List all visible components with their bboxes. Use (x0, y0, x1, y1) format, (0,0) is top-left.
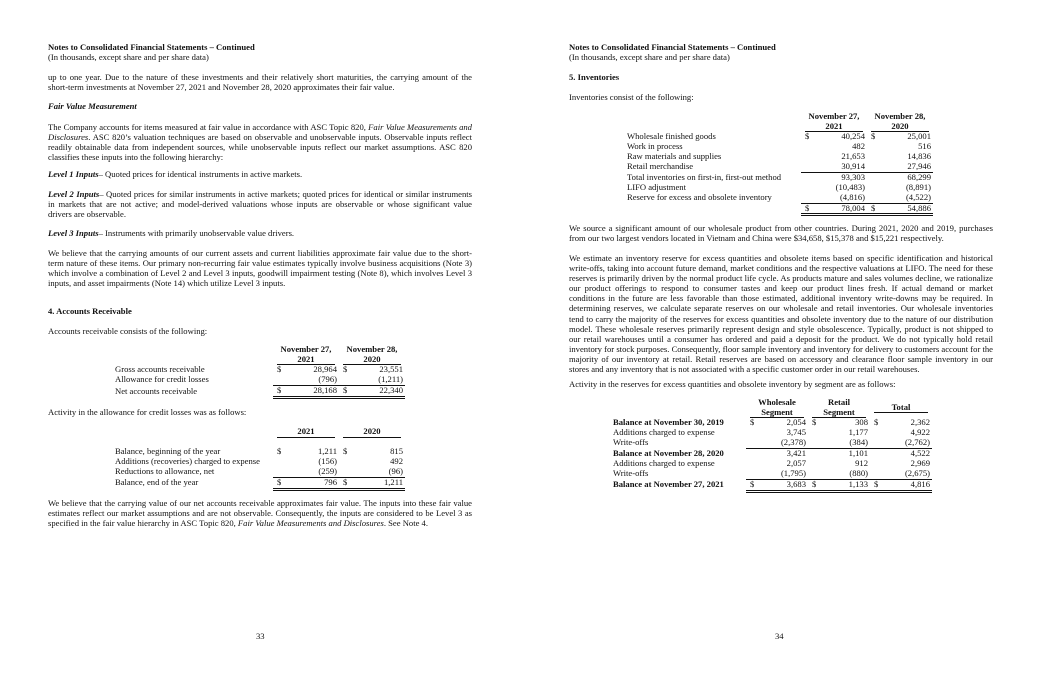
currency-symbol: $ (339, 477, 353, 489)
cell-value: (796) (287, 375, 339, 385)
row-label: Retail merchandise (627, 161, 694, 172)
table-header-row (613, 398, 932, 418)
row-label: Balance, beginning of the year (115, 446, 221, 456)
cell-value: (10,483) (835, 181, 865, 192)
row-label (627, 203, 801, 215)
currency-symbol (273, 467, 287, 477)
currency-symbol (339, 457, 353, 467)
cell-value: 815 (390, 446, 403, 456)
cell-value: 40,254 (841, 131, 865, 142)
currency-symbol (801, 172, 815, 182)
text: – Instruments with primarily unobservable value drivers. (98, 228, 295, 238)
row-label: Allowance for credit losses (115, 374, 209, 385)
column-header (801, 112, 867, 132)
cell-value: (4,816) (815, 193, 867, 203)
table-row (115, 467, 405, 477)
currency-symbol (808, 448, 820, 458)
right-header-subtitle: (In thousands, except share and per share data) (569, 52, 730, 62)
level-label: Level 3 Inputs (48, 228, 99, 238)
accounts-receivable-intro: Accounts receivable consists of the following: (48, 326, 208, 336)
column-header (808, 398, 870, 418)
page-number: 33 (256, 631, 265, 641)
table-row (115, 375, 405, 385)
currency-symbol: $ (808, 479, 820, 491)
text: – Quoted prices for identical instruments in active markets. (98, 169, 303, 179)
column-header-text: November 28, 2020 (343, 345, 401, 365)
currency-symbol (273, 457, 287, 467)
currency-symbol: $ (746, 479, 758, 491)
row-label: Raw materials and supplies (627, 151, 722, 161)
row-label: Reductions to allowance, net (115, 466, 215, 477)
text: . See Note 4. (383, 518, 428, 529)
page-number: 34 (775, 631, 784, 641)
currency-symbol (867, 162, 881, 172)
level1-paragraph (48, 169, 472, 179)
currency-symbol (746, 459, 758, 469)
currency-symbol: $ (801, 203, 815, 215)
italic-reference: Fair Value Measurements and Disclosures (48, 122, 472, 143)
column-header-text: November 28, 2020 (871, 112, 929, 132)
row-label: Balance at November 27, 2021 (613, 479, 724, 490)
cell-value: 482 (852, 141, 865, 152)
column-header (870, 398, 932, 418)
currency-symbol (867, 142, 881, 152)
cell-value: (2,675) (882, 469, 932, 479)
cell-value: (8,891) (905, 181, 931, 192)
cell-value: 3,745 (786, 427, 806, 438)
carrying-amounts-paragraph: We believe that the carrying amounts of our current assets and current liabilities approximate fair value due to the short-term nature of these items. Our primary non-recurring fair value estimates typically involve business acquisitions (Note 3) which involve a combination of Level 2 and Level 3 inputs, goodwill impairment testing (Note 8), which involves Level 3 inputs, and asset impairments (Note 14) which utilize Level 3 inputs. (48, 248, 472, 289)
table-row (613, 428, 932, 438)
currency-symbol (867, 152, 881, 162)
cell-value: 2,057 (786, 457, 806, 468)
cell-value: 27,946 (881, 162, 933, 172)
cell-value: (384) (820, 438, 870, 448)
cell-value: 796 (287, 477, 339, 489)
column-header (867, 112, 933, 132)
currency-symbol: $ (750, 417, 755, 428)
currency-symbol (870, 428, 882, 438)
cell-value: 1,101 (848, 447, 868, 458)
cell-value: 1,133 (820, 479, 870, 491)
currency-symbol: $ (870, 479, 882, 491)
cell-value: (4,522) (881, 193, 933, 203)
currency-symbol (339, 375, 353, 385)
inventories-table (627, 112, 933, 216)
fair-value-heading: Fair Value Measurement (48, 101, 137, 111)
currency-symbol: $ (277, 446, 282, 456)
cell-value: 28,168 (287, 386, 339, 398)
cell-value: 1,211 (353, 477, 405, 489)
allowance-table (115, 427, 405, 491)
column-header (339, 427, 405, 447)
cell-value: 3,683 (758, 479, 808, 491)
cell-value: (2,378) (758, 438, 808, 448)
level2-paragraph (48, 189, 472, 219)
currency-symbol (746, 469, 758, 479)
header-spacer (115, 427, 273, 447)
row-label: Wholesale finished goods (627, 131, 716, 142)
currency-symbol (746, 448, 758, 458)
cell-value: 1,177 (848, 427, 868, 438)
table-header-row (115, 427, 405, 447)
row-label: Balance at November 28, 2020 (613, 447, 724, 458)
right-header-title: Notes to Consolidated Financial Statements – Continued (569, 42, 776, 52)
text: The Company accounts for items measured at fair value in accordance with ASC Topic 820, (48, 122, 369, 132)
currency-symbol (801, 183, 815, 193)
column-header (273, 427, 339, 447)
level-label: Level 1 Inputs (48, 169, 99, 179)
currency-symbol: $ (874, 417, 879, 428)
table-row (613, 479, 932, 491)
currency-symbol: $ (273, 386, 287, 398)
column-header-text: Wholesale Segment (750, 398, 804, 418)
currency-symbol (808, 469, 820, 479)
cell-value: 14,836 (907, 151, 931, 161)
currency-symbol (867, 193, 881, 203)
cell-value: 4,816 (882, 479, 932, 491)
column-header-text: November 27, 2021 (277, 345, 335, 365)
currency-symbol (867, 172, 881, 182)
column-header (273, 345, 339, 365)
currency-symbol: $ (343, 364, 348, 375)
row-label: LIFO adjustment (627, 181, 686, 192)
currency-symbol (801, 193, 815, 203)
cell-value: 30,914 (815, 162, 867, 172)
left-header-subtitle: (In thousands, except share and per share data) (48, 52, 209, 62)
row-label: Net accounts receivable (115, 385, 198, 396)
fair-value-paragraph (48, 122, 472, 162)
table-row (115, 477, 405, 489)
currency-symbol (870, 459, 882, 469)
currency-symbol: $ (339, 386, 353, 398)
activity-intro: Activity in the reserves for excess quantities and obsolete inventory by segment are as follows: (569, 379, 896, 389)
closing-paragraph (48, 498, 472, 528)
inventories-intro: Inventories consist of the following: (569, 92, 694, 102)
currency-symbol: $ (812, 417, 817, 428)
cell-value: 28,964 (313, 364, 337, 375)
cell-value: 22,340 (353, 386, 405, 398)
currency-symbol (273, 375, 287, 385)
table-row (627, 203, 933, 215)
level3-paragraph (48, 228, 472, 238)
row-label: Total inventories on first-in, first-out method (627, 171, 782, 182)
allowance-intro: Activity in the allowance for credit losses was as follows: (48, 407, 247, 417)
cell-value: (1,211) (353, 375, 405, 385)
cell-value: 23,551 (379, 364, 403, 375)
reserve-paragraph: We estimate an inventory reserve for excess quantities and obsolete items based on specific identification and historical write-offs, taking into account future demand, market conditions and the respective valuations at LIFO. The need for these reserves is primarily driven by the normal product life cycle. As products mature and sales volumes decline, we rationalize our product offerings to respond to consumer tastes and keep our product lines fresh. If actual demand or market conditions in the future are less favorable than those estimated, additional inventory write-downs may be required. In determining reserves, we calculate separate reserves on our wholesale and retail inventories. Our wholesale inventories tend to carry the majority of the reserves for excess quantities and obsolete inventory due to the nature of our distribution model. These wholesale reserves primarily represent design and style obsolescence. Typically, product is not shipped to our retail warehouses until a consumer has ordered and paid a deposit for the product. We do not typically hold retail inventory for stock purposes. Consequently, floor sample inventory and inventory for delivery to customers account for the majority of our inventory at retail. Retail reserves are based on accessory and clearance floor sample inventory in our stores and any inventory that is not associated with a specific customer order in our retail warehouses. (569, 253, 993, 375)
cell-value: 78,004 (815, 203, 867, 215)
row-label: Work in process (627, 141, 683, 152)
currency-symbol (808, 459, 820, 469)
column-header (339, 345, 405, 365)
row-label: Gross accounts receivable (115, 364, 205, 375)
header-spacer (627, 112, 801, 132)
text: . ASC 820’s valuation techniques are based on observable and unobservable inputs. Observable inputs reflect readily obtainable data from independent sources, while unobservable inputs reflect our market assumptions. ASC 820 classifies these inputs into the following hierarchy: (48, 132, 472, 163)
currency-symbol (801, 152, 815, 162)
accounts-receivable-heading: 4. Accounts Receivable (48, 306, 132, 316)
currency-symbol: $ (805, 131, 810, 142)
currency-symbol (870, 438, 882, 448)
row-label: Additions charged to expense (613, 427, 715, 438)
table-row (627, 162, 933, 172)
cell-value: 2,054 (786, 417, 806, 428)
inventories-heading: 5. Inventories (569, 72, 620, 82)
cell-value: (1,795) (758, 469, 808, 479)
column-header-text: November 27, 2021 (805, 112, 863, 132)
cell-value: (259) (287, 467, 339, 477)
cell-value: 492 (390, 455, 403, 466)
table-header-row (627, 112, 933, 132)
column-header-text: Retail Segment (812, 398, 866, 418)
cell-value: 2,969 (910, 457, 930, 468)
table-row (613, 438, 932, 448)
row-label: Write-offs (613, 437, 649, 448)
text: – Quoted prices for similar instruments in active markets; quoted prices for identical or similar instruments in markets that are not active; and model-derived valuations whose inputs are observable or whose significant value drivers are observable. (48, 189, 472, 220)
cell-value: 2,362 (910, 417, 930, 428)
row-label: Additions charged to expense (613, 457, 715, 468)
cell-value: 308 (855, 417, 868, 428)
sourcing-paragraph: We source a significant amount of our wholesale product from other countries. During 2021, 2020 and 2019, purchases from our two largest vendors located in Vietnam and China were $34,658, $15,378 and $15,221 respectively. (569, 223, 993, 244)
cell-value: 516 (918, 141, 931, 152)
segment-reserve-table (613, 398, 932, 493)
currency-symbol: $ (871, 131, 876, 142)
currency-symbol (808, 428, 820, 438)
italic-reference: Fair Value Measurements and Disclosures (237, 518, 384, 529)
cell-value: 25,001 (907, 131, 931, 142)
cell-value: (2,762) (882, 438, 932, 448)
column-header-text: Total (874, 403, 928, 414)
row-label: Balance at November 30, 2019 (613, 417, 724, 428)
table-header-row (115, 345, 405, 365)
level-label: Level 2 Inputs (48, 189, 100, 199)
row-label: Additions (recoveries) charged to expense (115, 455, 260, 466)
currency-symbol: $ (867, 203, 881, 215)
cell-value: 1,211 (317, 446, 337, 456)
table-row (115, 386, 405, 398)
cell-value: (880) (820, 469, 870, 479)
currency-symbol (808, 438, 820, 448)
currency-symbol: $ (343, 446, 348, 456)
cell-value: 93,303 (841, 171, 865, 182)
currency-symbol: $ (273, 477, 287, 489)
currency-symbol (746, 428, 758, 438)
currency-symbol (801, 142, 815, 152)
left-header-title: Notes to Consolidated Financial Statements – Continued (48, 42, 255, 52)
currency-symbol (870, 469, 882, 479)
column-header (746, 398, 808, 418)
cell-value: 21,653 (841, 151, 865, 161)
cell-value: 68,299 (907, 171, 931, 182)
column-header-text: 2020 (343, 427, 401, 438)
header-spacer (613, 398, 746, 418)
column-header-text: 2021 (277, 427, 335, 438)
cell-value: 3,421 (786, 447, 806, 458)
currency-symbol (870, 448, 882, 458)
row-label: Balance, end of the year (115, 477, 199, 488)
cell-value: (156) (318, 455, 337, 466)
table-row (613, 459, 932, 469)
accounts-receivable-table (115, 345, 405, 399)
currency-symbol (339, 467, 353, 477)
cell-value: 54,886 (881, 203, 933, 215)
table-row (627, 193, 933, 203)
text: We believe that the carrying value of our net accounts receivable approximates fair value. The inputs into these fair value estimates reflect our market assumptions and are not observable. Consequently, the inputs are considered to be Level 3 as specified in the fair value hierarchy in ASC Topic 820, (48, 498, 472, 529)
intro-paragraph: up to one year. Due to the nature of these investments and their relatively short maturities, the carrying amount of the short-term investments at November 27, 2021 and November 28, 2020 approximates their fair value. (48, 72, 472, 93)
cell-value: 4,922 (910, 427, 930, 438)
cell-value: 4,522 (910, 447, 930, 458)
row-label: Reserve for excess and obsolete inventory (627, 191, 772, 202)
currency-symbol: $ (277, 364, 282, 375)
cell-value: (96) (353, 467, 405, 477)
currency-symbol (746, 438, 758, 448)
table-row (613, 469, 932, 479)
currency-symbol (801, 162, 815, 172)
header-spacer (115, 345, 273, 365)
row-label: Write-offs (613, 467, 649, 478)
cell-value: 912 (855, 457, 868, 468)
currency-symbol (867, 183, 881, 193)
